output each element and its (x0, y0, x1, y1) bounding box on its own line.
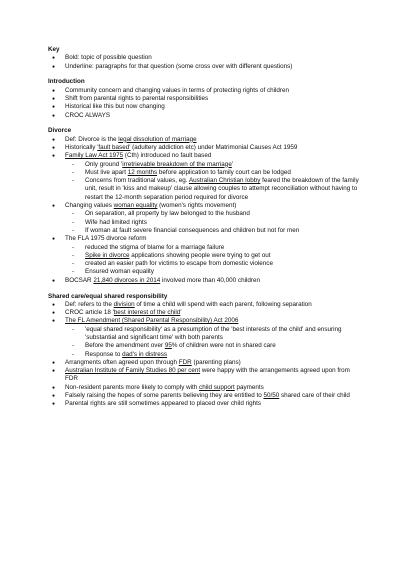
sub-item: - Before the amendment over 95% of children were not in shared care (48, 342, 360, 350)
shared-fdr: ● Arrangments often agreed upon through FDR (parenting plans) (48, 359, 360, 367)
sub-item: - created an easier path for victims to escape from domestic violence (48, 260, 360, 268)
sub-item: - If woman at fault severe financial consequences and children but not for men (48, 227, 360, 235)
shared-child-support: ● Non-resident parents more likely to comply with child support payments (48, 384, 360, 392)
key-list (48, 54, 360, 71)
divorce-family-law-act: ● Family Law Act 1975 (Cth) introduced no fault based (48, 152, 360, 160)
key-heading: Key (48, 46, 60, 53)
introduction-heading: Introduction (48, 78, 85, 86)
shared-fifty-fifty: ● Falsely raising the hopes of some parents believing they are entitled to 50/50 shared care of their child (48, 392, 360, 400)
shared-parental-rights: ● Parental rights are still sometimes appeared to placed over child rights (48, 400, 360, 408)
introduction-section (48, 78, 360, 119)
shared-aifs: ● Australian Institute of Family Studies 80 per cent were happy with the arrangements agreed upon from FDR (48, 367, 360, 384)
key-item-underline: ● Underline: paragraphs for that question (some cross over with different questions) (48, 63, 360, 71)
shared-care-list (48, 301, 360, 409)
sub-item: - reduced the stigma of blame for a marriage failure (48, 244, 360, 252)
list-item: ● Shift from parental rights to parental responsibilities (48, 95, 360, 103)
divorce-woman-equality: ● Changing values woman equality (women's rights movement) (48, 202, 360, 210)
shared-croc: ● CROC article 18 'best interest of the child' (48, 309, 360, 317)
shared-care-section (48, 293, 360, 409)
divorce-heading: Divorce (48, 127, 72, 135)
divorce-section (48, 127, 360, 285)
list-item: ● CROC ALWAYS (48, 112, 360, 120)
sub-item: - On separation, all property by law belonged to the husband (48, 210, 360, 218)
divorce-historical: ● Historically 'fault based' (adultery addiction etc) under Matrimonial Causes Act 1959 (48, 144, 360, 152)
divorce-definition: ● Def: Divorce is the legal dissolution of marriage (48, 136, 360, 144)
divorce-list (48, 136, 360, 285)
sub-item: - Concerns from traditional values, eg. Australian Christian lobby feared the breakdown of the family unit, result in 'kiss and makeup' clause allowing couples to attempt reconciliation without having to restart the 12-month separation period required for divorce (48, 177, 360, 202)
shared-care-heading: Shared care/equal shared responsibility (48, 292, 168, 300)
shared-amendment: ● The FL Amendment (Shared Parental Responsibility) Act 2006 (48, 317, 360, 325)
divorce-reform: ● The FLA 1975 divorce reform (48, 235, 360, 243)
sub-item: - 'equal shared responsibility' as a presumption of the 'best interests of the child' and ensuring 'substantial and significant time' with both parents (48, 326, 360, 343)
introduction-list (48, 87, 360, 120)
list-item: ● Historical like this but now changing (48, 103, 360, 111)
sub-item: - Spike in divorce applications showing people were trying to get out (48, 252, 360, 260)
key-item-bold: ● Bold: topic of possible question (48, 54, 360, 62)
key-section (48, 46, 360, 71)
sub-item: - Ensured woman equality (48, 268, 360, 276)
sub-item: - Wife had limited rights (48, 219, 360, 227)
sub-item: - Only ground 'irretrievable breakdown of the marriage' (48, 161, 360, 169)
sub-item: - Response to dad's in distress (48, 351, 360, 359)
list-item: ● Community concern and changing values in terms of protecting rights of children (48, 87, 360, 95)
shared-definition: ● Def: refers to the division of time a child will spend with each parent, following separation (48, 301, 360, 309)
divorce-bocsar: ● BOCSAR 21,840 divorces in 2014 involved more than 40,000 children (48, 277, 360, 285)
sub-item: - Must live apart 12 months before application to family court can be lodged (48, 169, 360, 177)
